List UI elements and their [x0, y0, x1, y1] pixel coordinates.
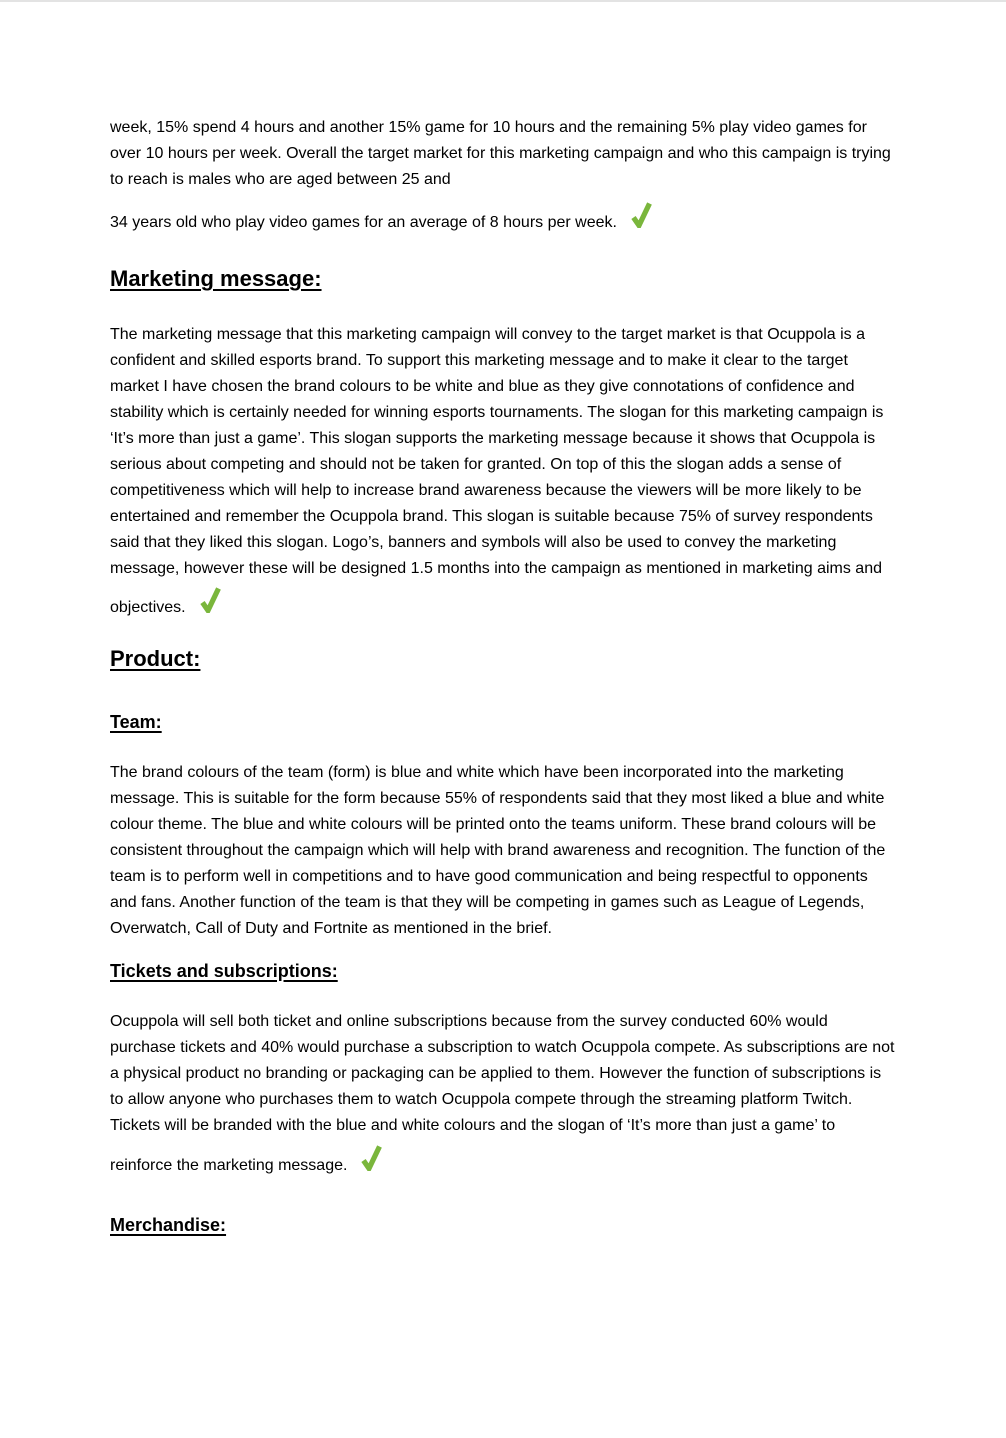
tickets-last-line — [110, 1148, 896, 1184]
team-paragraph: The brand colours of the team (form) is blue and white which have been incorporated into the marketing message. This is suitable for the form because 55% of respondents said that they most liked a blue and white colour theme. The blue and white colours will be printed onto the teams uniform. These brand colours will be consistent throughout the campaign which will help with brand awareness and recognition. The function of the team is to perform well in competitions and to have good communication and being respectful to opponents and fans. Another function of the team is that they will be competing in games such as League of Legends, Overwatch, Call of Duty and Fortnite as mentioned in the brief. — [110, 764, 886, 937]
heading-merchandise: Merchandise: — [110, 1215, 227, 1235]
heading-product: Product: — [110, 646, 201, 671]
heading-team: Team: — [110, 712, 162, 732]
heading-tickets-and-subscriptions: Tickets and subscriptions: — [110, 961, 338, 981]
marketing-message-paragraph: The marketing message that this marketing campaign will convey to the target market is that Ocuppola is a confident and skilled esports brand. To support this marketing message and to make it clear to the target market I have chosen the brand colours to be white and blue as they give connotations of confidence and stability which is certainly needed for winning esports tournaments. The slogan for this marketing campaign is ‘It’s more than just a game’. This slogan supports the marketing message because it shows that Ocuppola is serious about competing and should not be taken for granted. On top of this the slogan adds a sense of competitiveness which will help to increase brand awareness because the viewers will be more likely to be entertained and remember the Ocuppola brand. This slogan is suitable because 75% of survey respondents said that they liked this slogan. Logo’s, banners and symbols will also be used to convey the marketing message, however these will be designed 1.5 months into the campaign as mentioned in marketing aims and — [110, 326, 884, 577]
tickets-paragraph: Ocuppola will sell both ticket and online subscriptions because from the survey conducted 60% would purchase tickets and 40% would purchase a subscription to watch Ocuppola compete. As subscriptions are not a physical product no branding or packaging can be applied to them. However the function of subscriptions is to allow anyone who purchases them to watch Ocuppola compete through the streaming platform Twitch. Tickets will be branded with the blue and white colours and the slogan of ‘It’s more than just a game’ to — [110, 1013, 895, 1134]
marketing-last-line-text: objectives. — [110, 599, 186, 617]
check-icon — [630, 201, 652, 237]
intro-last-line — [110, 205, 896, 241]
intro-paragraph: week, 15% spend 4 hours and another 15% game for 10 hours and the remaining 5% play video games for over 10 hours per week. Overall the target market for this marketing campaign and who this campaign is trying to reach is males who are aged between 25 and — [110, 119, 891, 188]
check-icon — [199, 586, 221, 622]
document-content — [110, 115, 896, 1237]
check-icon — [360, 1144, 382, 1180]
marketing-last-line — [110, 590, 896, 626]
intro-last-line-text: 34 years old who play video games for an average of 8 hours per week. — [110, 214, 617, 232]
heading-marketing-message: Marketing message: — [110, 266, 322, 291]
tickets-last-line-text: reinforce the marketing message. — [110, 1157, 348, 1175]
